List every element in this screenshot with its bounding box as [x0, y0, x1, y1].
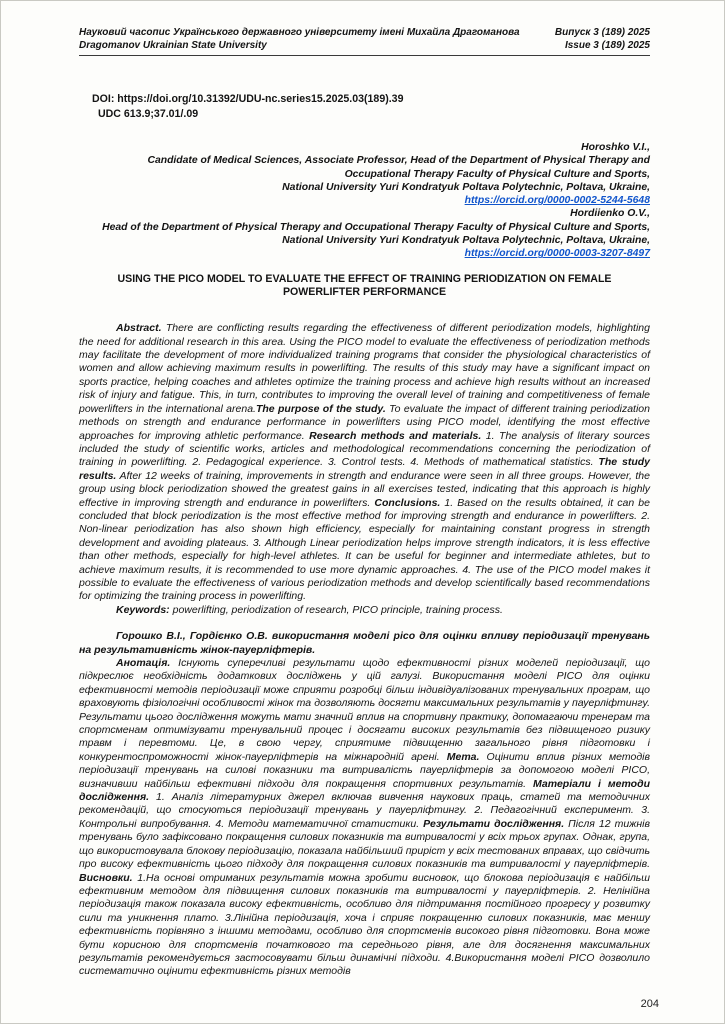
text-segment: Оцінити вплив різних методів періодизації тренувань на силові показники та витривалість пауерліфтерів за допомогою моделі PICO, визначивши найбільш ефективні підходи для покращення спортивних результатів.: [79, 750, 650, 790]
bold-lead-text: Conclusions.: [374, 496, 441, 509]
text-segment: 1. Based on the results obtained, it can be concluded that block periodization is the most effective method for improving strength and endurance in powerlifters. 2. Non-linear periodization has also shown high efficiency, especially for maintaining constant progress in strength development and avoiding plateaus. 3. Although Linear periodization helps improve strength indicators, it is less effective than other methods, especially for high-level athletes. It can be useful for beginner and intermediate athletes, but to achieve maximum results, it is recommended to use more dynamic approaches. 4. The use of the PICO model makes it possible to evaluate the effectiveness of various periodization methods and develop scientifically based recommendations for optimizing the training process in powerlifting.: [79, 496, 650, 603]
page-content: [79, 26, 650, 979]
abstract-uk-paragraph: [79, 657, 650, 979]
identifier-block: [79, 92, 650, 121]
text-segment: 1.На основі отриманих результатів можна зробити висновок, що блокова періодизація є найбільш ефективним методом для підвищення силових показників та витривалості у пауерліфтерів. 2. Нелінійна періодизація також показала високу ефективність, особливо для підтримання постійного прогресу у розвитку сили та уникнення плато. 3.Лінійна періодизація, хоча і сприяє покращенню силових показників, має меншу ефективність порівняно з іншими методами, особливо для спортсменів високого рівня підготовки. Вона може бути корисною для спортсменів початкового та середнього рівня, але для досягнення максимальних результатів рекомендується застосовувати більш динамічні підходи. 4.Використання моделі PICO дозволило систематично оцінити ефективність різних методів: [79, 871, 650, 978]
text-segment: There are conflicting results regarding the effectiveness of different periodization models, highlighting the need for additional research in this area. Using the PICO model to evaluate the effectiveness of periodization methods may facilitate the development of more individualized training programs that consider the physiological characteristics of women and allow achieving maximum results in powerlifting. The results of this study may have a significant impact on sports practice, helping coaches and athletes optimize the training process and achieve high results without an increased risk of injury and fatigue. This, in turn, contributes to improving the overall level of training and competitiveness of female powerlifters in the international arena.: [79, 322, 650, 415]
author-name: Hordiienko O.V.,: [570, 208, 650, 220]
journal-title-block: [79, 26, 520, 52]
bold-lead-text: Результати дослідження.: [423, 817, 565, 830]
issue-block: [555, 26, 650, 52]
doi-line: DOI: https://doi.org/10.31392/UDU-nc.series15.2025.03(189).39: [92, 93, 404, 105]
bold-lead-text: Анотація.: [116, 657, 171, 670]
text-segment: 1. Аналіз літературних джерел включав вивчення наукових праць, статей та методичних рекомендацій, що стосуються періодизації тренувань у пауерліфтингу. 2. Педагогічний експеримент. 3. Контрольні випробування. 4. Методи математичної статистики.: [79, 791, 650, 830]
bold-lead-text: Keywords:: [116, 603, 170, 616]
journal-header: [79, 26, 650, 56]
author-affiliation: National University Yuri Kondratyuk Poltava Polytechnic, Poltava, Ukraine,: [282, 181, 650, 193]
author-name: Horoshko V.I.,: [581, 142, 650, 153]
article-body: [79, 322, 650, 979]
orcid-line: [79, 247, 650, 260]
article-title: USING THE PICO MODEL TO EVALUATE THE EFFECT OF TRAINING PERIODIZATION ON FEMALE POWERLIFTER PERFORMANCE: [117, 272, 612, 299]
abstract-en-paragraph: [79, 322, 650, 604]
journal-title-en: Dragomanov Ukrainian State University: [79, 40, 267, 51]
orcid-link[interactable]: https://orcid.org/0000-0002-5244-5648: [464, 195, 650, 207]
issue-label-en: Issue 3 (189) 2025: [564, 40, 650, 51]
bold-lead-text: Висновки.: [79, 871, 133, 884]
page-number: 204: [640, 998, 659, 1010]
text-segment: Існують суперечливі результати щодо ефективності різних моделей періодизації, що підкреслює необхідність додаткових досліджень у цій галузі. Використання моделі PICO для оцінки ефективності методів періодизації може сприяти розробці більш індивідуалізованих тренувальних програм, що враховують фізіологічні особливості жінок та дозволяють досягти максимальних результатів у пауерліфтингу. Результати цього дослідження можуть мати значний вплив на спортивну практику, допомагаючи тренерам та спортсменам оптимізувати тренувальний процес і досягати високих результатів без підвищеного ризику травм і перевтоми. Це, в свою чергу, сприятиме підвищенню загального рівня підготовки і конкурентоспроможності жінок-пауерліфтерів на міжнародній арені.: [79, 657, 650, 763]
orcid-line: [79, 194, 650, 207]
journal-title-uk: Науковий часопис Українського державного університету імені Михайла Драгоманова: [79, 27, 520, 38]
bold-lead-text: Abstract.: [116, 322, 162, 335]
text-segment: To evaluate the impact of different training periodization methods on strength and endurance performance in powerlifters using PICO model, identifying the most effective approaches for improving athletic performance.: [79, 402, 650, 442]
text-segment: Після 12 тижнів тренувань було зафіксовано покращення силових показників та витривалості у всіх трьох групах. Однак, група, що використовувала блокову періодизацію, показала найбільший приріст у всіх тестованих вправах, що свідчить про високу ефективність цього підходу для покращення силових показників та витривалості у пауерліфтерів.: [79, 817, 650, 871]
bold-lead-text: Research methods and materials.: [309, 429, 482, 442]
bold-lead-text: Мета.: [446, 750, 480, 763]
text-segment: powerlifting, periodization of research, PICO principle, training process.: [169, 603, 503, 616]
article-title-uk: [79, 630, 650, 657]
text-segment: 1. The analysis of literary sources included the study of scientific works, articles and methodological recommendations concerning the periodization of training in powerlifting. 2. Pedagogical experience. 3. Control tests. 4. Methods of mathematical statistics.: [79, 429, 650, 469]
udc-line: UDC 613.9;37.01/.09: [98, 107, 199, 120]
bold-lead-text: The purpose of the study.: [255, 402, 386, 415]
orcid-link[interactable]: https://orcid.org/0000-0003-3207-8497: [464, 248, 650, 260]
author-affiliation: Candidate of Medical Sciences, Associate Professor, Head of the Department of Physical Therapy and Occupational Therapy Faculty of Physical Culture and Sports,: [147, 155, 650, 180]
bold-lead-text: The study results.: [79, 456, 650, 482]
authors-block: [79, 141, 650, 261]
bold-lead-text: Матеріали і методи дослідження.: [79, 777, 650, 804]
bold-lead-text: Горошко В.І., Гордієнко О.В. використання моделі pico для оцінки впливу періодизації тренувань на результативність жінок-пауерліфтерів.: [79, 630, 650, 656]
author-affiliation: Head of the Department of Physical Therapy and Occupational Therapy Faculty of Physical Culture and Sports, National University Yuri Kondratyuk Poltava Polytechnic, Poltava, Ukraine,: [102, 221, 650, 247]
text-segment: After 12 weeks of training, improvements in strength and endurance were seen in all three groups. However, the group using block periodization showed the greatest gains in all exercises tested, indicating that this approach is highly effective in improving strength and endurance in powerlifters.: [79, 469, 650, 509]
issue-label-uk: Випуск 3 (189) 2025: [554, 27, 650, 38]
keywords-en-paragraph: [79, 604, 650, 617]
